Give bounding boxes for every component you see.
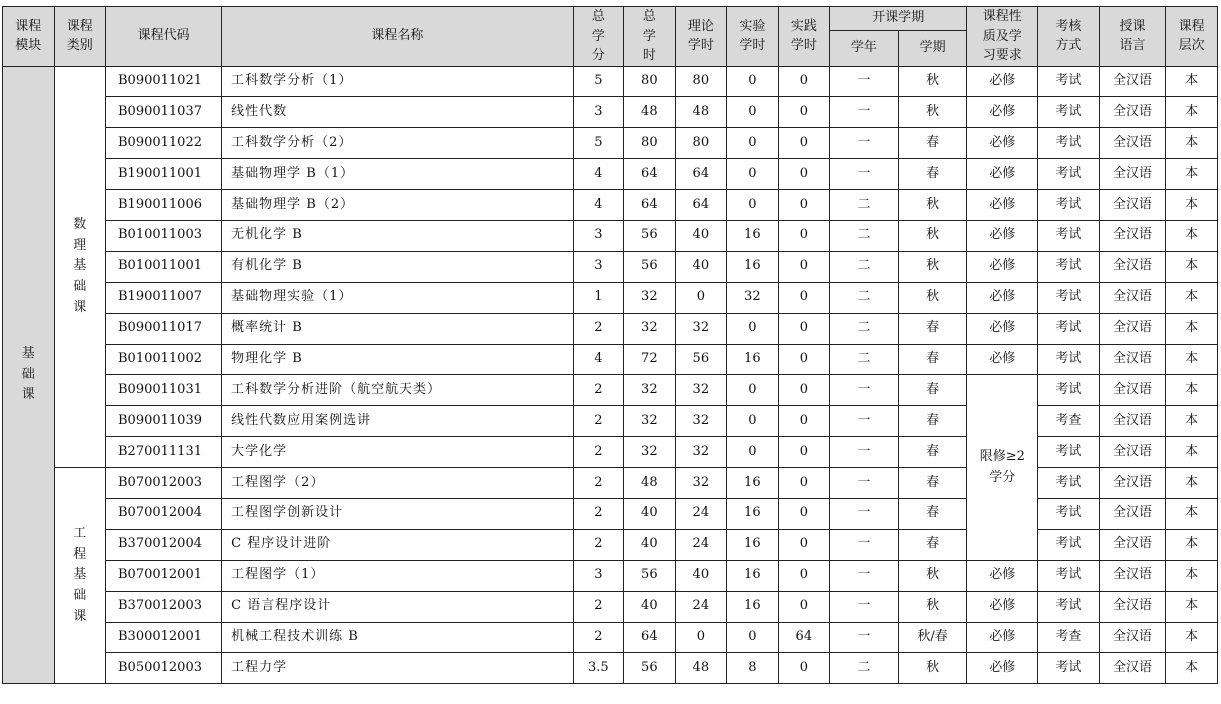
course-term: 秋 (898, 560, 967, 591)
course-credits: 3 (573, 560, 623, 591)
course-name: 基础物理实验（1） (222, 282, 573, 313)
table-row (3, 591, 1218, 622)
course-name: 线性代数应用案例选讲 (222, 406, 573, 437)
course-total: 64 (624, 190, 676, 221)
course-assessment: 考试 (1038, 251, 1100, 282)
course-practice: 0 (778, 591, 830, 622)
course-practice: 0 (778, 220, 830, 251)
table-row (3, 313, 1218, 344)
table-row (3, 220, 1218, 251)
course-name: C 程序设计进阶 (222, 529, 573, 560)
table-row (3, 560, 1218, 591)
course-term: 春 (898, 159, 967, 190)
course-term: 春 (898, 498, 967, 529)
course-code: B070012001 (106, 560, 222, 591)
course-practice: 0 (778, 529, 830, 560)
course-year: 一 (830, 591, 899, 622)
course-year: 二 (830, 220, 899, 251)
course-language: 全汉语 (1099, 251, 1166, 282)
course-lab: 8 (727, 653, 779, 684)
header-year: 学年 (830, 31, 899, 67)
course-code: B190011007 (106, 282, 222, 313)
module-cell (3, 66, 55, 684)
course-lab: 16 (727, 529, 779, 560)
course-nature: 必修 (967, 128, 1038, 159)
course-theory: 24 (675, 591, 727, 622)
course-assessment: 考试 (1038, 591, 1100, 622)
course-theory: 32 (675, 313, 727, 344)
course-theory: 24 (675, 498, 727, 529)
course-theory: 48 (675, 653, 727, 684)
course-name: 工科数学分析（1） (222, 66, 573, 97)
course-code: B090011037 (106, 97, 222, 128)
course-term: 春 (898, 406, 967, 437)
course-assessment: 考试 (1038, 190, 1100, 221)
course-lab: 0 (727, 375, 779, 406)
course-assessment: 考试 (1038, 498, 1100, 529)
course-total: 80 (624, 128, 676, 159)
course-theory: 56 (675, 344, 727, 375)
course-year: 二 (830, 313, 899, 344)
course-nature: 必修 (967, 313, 1038, 344)
course-assessment: 考试 (1038, 344, 1100, 375)
course-code: B050012003 (106, 653, 222, 684)
course-total: 40 (624, 529, 676, 560)
course-practice: 0 (778, 251, 830, 282)
course-year: 二 (830, 344, 899, 375)
course-credits: 5 (573, 128, 623, 159)
course-assessment: 考试 (1038, 66, 1100, 97)
course-language: 全汉语 (1099, 97, 1166, 128)
header-module: 课程模块 (3, 7, 55, 67)
course-code: B300012001 (106, 622, 222, 653)
course-level: 本 (1166, 251, 1218, 282)
table-row (3, 159, 1218, 190)
course-theory: 64 (675, 190, 727, 221)
course-name: 工程图学（2） (222, 468, 573, 499)
course-level: 本 (1166, 468, 1218, 499)
course-assessment: 考查 (1038, 406, 1100, 437)
course-practice: 0 (778, 97, 830, 128)
elective-note: 限修≥2学分 (979, 448, 1025, 485)
course-level: 本 (1166, 375, 1218, 406)
course-language: 全汉语 (1099, 591, 1166, 622)
course-language: 全汉语 (1099, 437, 1166, 468)
course-year: 一 (830, 468, 899, 499)
course-credits: 3 (573, 97, 623, 128)
course-language: 全汉语 (1099, 468, 1166, 499)
table-row (3, 128, 1218, 159)
course-term: 春 (898, 437, 967, 468)
course-year: 一 (830, 560, 899, 591)
course-assessment: 考试 (1038, 529, 1100, 560)
course-theory: 0 (675, 622, 727, 653)
course-level: 本 (1166, 313, 1218, 344)
course-theory: 24 (675, 529, 727, 560)
course-credits: 3 (573, 220, 623, 251)
course-code: B190011006 (106, 190, 222, 221)
course-assessment: 考试 (1038, 653, 1100, 684)
course-practice: 0 (778, 498, 830, 529)
course-practice: 0 (778, 468, 830, 499)
course-name: 工程力学 (222, 653, 573, 684)
course-assessment: 考查 (1038, 622, 1100, 653)
table-row (3, 653, 1218, 684)
course-lab: 16 (727, 344, 779, 375)
header-term: 学期 (898, 31, 967, 67)
course-lab: 0 (727, 437, 779, 468)
course-language: 全汉语 (1099, 560, 1166, 591)
course-total: 40 (624, 591, 676, 622)
course-term: 春 (898, 375, 967, 406)
course-nature: 必修 (967, 220, 1038, 251)
course-lab: 0 (727, 159, 779, 190)
course-level: 本 (1166, 128, 1218, 159)
course-credits: 4 (573, 159, 623, 190)
header-code: 课程代码 (106, 7, 222, 67)
course-term: 秋 (898, 653, 967, 684)
course-practice: 0 (778, 437, 830, 468)
course-code: B370012004 (106, 529, 222, 560)
elective-note-cell (967, 375, 1038, 560)
header-lab-hours: 实验学时 (727, 7, 779, 67)
course-language: 全汉语 (1099, 344, 1166, 375)
course-code: B070012004 (106, 498, 222, 529)
course-code: B270011131 (106, 437, 222, 468)
course-total: 32 (624, 406, 676, 437)
course-level: 本 (1166, 591, 1218, 622)
course-code: B090011031 (106, 375, 222, 406)
course-year: 一 (830, 437, 899, 468)
course-credits: 3 (573, 251, 623, 282)
course-total: 40 (624, 498, 676, 529)
header-name: 课程名称 (222, 7, 573, 67)
course-year: 一 (830, 97, 899, 128)
course-lab: 0 (727, 97, 779, 128)
course-practice: 0 (778, 282, 830, 313)
course-theory: 64 (675, 159, 727, 190)
table-row (3, 97, 1218, 128)
course-total: 56 (624, 560, 676, 591)
course-lab: 0 (727, 66, 779, 97)
course-lab: 16 (727, 468, 779, 499)
course-credits: 2 (573, 529, 623, 560)
course-assessment: 考试 (1038, 468, 1100, 499)
table-row (3, 251, 1218, 282)
course-name: 基础物理学 B（2） (222, 190, 573, 221)
course-practice: 0 (778, 159, 830, 190)
course-total: 32 (624, 437, 676, 468)
course-practice: 64 (778, 622, 830, 653)
course-term: 秋 (898, 220, 967, 251)
course-name: 工科数学分析进阶（航空航天类） (222, 375, 573, 406)
table-row (3, 622, 1218, 653)
course-theory: 32 (675, 468, 727, 499)
course-level: 本 (1166, 498, 1218, 529)
course-code: B090011039 (106, 406, 222, 437)
course-language: 全汉语 (1099, 128, 1166, 159)
course-term: 秋 (898, 282, 967, 313)
course-year: 一 (830, 529, 899, 560)
course-practice: 0 (778, 375, 830, 406)
course-language: 全汉语 (1099, 375, 1166, 406)
course-code: B010011001 (106, 251, 222, 282)
course-credits: 4 (573, 344, 623, 375)
header-assessment: 考核方式 (1038, 7, 1100, 67)
header-category: 课程类别 (54, 7, 106, 67)
course-language: 全汉语 (1099, 159, 1166, 190)
course-name: 工程图学（1） (222, 560, 573, 591)
course-theory: 32 (675, 437, 727, 468)
course-credits: 2 (573, 406, 623, 437)
course-name: 大学化学 (222, 437, 573, 468)
table-header (3, 7, 1218, 67)
course-assessment: 考试 (1038, 313, 1100, 344)
category-cell-math (54, 66, 106, 468)
course-nature: 必修 (967, 591, 1038, 622)
header-level: 课程层次 (1166, 7, 1218, 67)
course-credits: 4 (573, 190, 623, 221)
course-nature: 必修 (967, 282, 1038, 313)
course-theory: 32 (675, 406, 727, 437)
course-assessment: 考试 (1038, 560, 1100, 591)
course-assessment: 考试 (1038, 220, 1100, 251)
course-total: 56 (624, 653, 676, 684)
course-total: 64 (624, 159, 676, 190)
course-total: 48 (624, 97, 676, 128)
course-credits: 2 (573, 313, 623, 344)
course-credits: 2 (573, 622, 623, 653)
course-assessment: 考试 (1038, 128, 1100, 159)
course-nature: 必修 (967, 97, 1038, 128)
course-credits: 2 (573, 498, 623, 529)
course-practice: 0 (778, 190, 830, 221)
course-total: 32 (624, 375, 676, 406)
course-lab: 0 (727, 128, 779, 159)
course-term: 春 (898, 344, 967, 375)
course-practice: 0 (778, 313, 830, 344)
course-level: 本 (1166, 653, 1218, 684)
table-row (3, 190, 1218, 221)
course-name: 概率统计 B (222, 313, 573, 344)
course-code: B090011017 (106, 313, 222, 344)
course-credits: 2 (573, 437, 623, 468)
course-term: 秋 (898, 66, 967, 97)
course-term: 春 (898, 128, 967, 159)
course-assessment: 考试 (1038, 437, 1100, 468)
course-assessment: 考试 (1038, 282, 1100, 313)
course-level: 本 (1166, 344, 1218, 375)
course-lab: 16 (727, 560, 779, 591)
course-total: 32 (624, 282, 676, 313)
course-name: 基础物理学 B（1） (222, 159, 573, 190)
course-term: 秋 (898, 591, 967, 622)
course-language: 全汉语 (1099, 313, 1166, 344)
course-theory: 80 (675, 128, 727, 159)
course-term: 春 (898, 468, 967, 499)
course-lab: 32 (727, 282, 779, 313)
course-practice: 0 (778, 560, 830, 591)
course-practice: 0 (778, 128, 830, 159)
course-nature: 必修 (967, 560, 1038, 591)
course-theory: 40 (675, 220, 727, 251)
course-nature: 必修 (967, 159, 1038, 190)
course-language: 全汉语 (1099, 406, 1166, 437)
course-year: 一 (830, 622, 899, 653)
course-theory: 80 (675, 66, 727, 97)
course-credits: 3.5 (573, 653, 623, 684)
course-level: 本 (1166, 406, 1218, 437)
course-level: 本 (1166, 220, 1218, 251)
header-nature: 课程性质及学习要求 (967, 7, 1038, 67)
course-name: 有机化学 B (222, 251, 573, 282)
category-cell-eng (54, 468, 106, 684)
header-language: 授课语言 (1099, 7, 1166, 67)
course-assessment: 考试 (1038, 159, 1100, 190)
course-practice: 0 (778, 66, 830, 97)
header-total-hours: 总学时 (624, 7, 676, 67)
course-theory: 40 (675, 251, 727, 282)
course-year: 二 (830, 282, 899, 313)
course-total: 48 (624, 468, 676, 499)
course-practice: 0 (778, 653, 830, 684)
course-year: 一 (830, 406, 899, 437)
course-level: 本 (1166, 560, 1218, 591)
course-level: 本 (1166, 97, 1218, 128)
course-total: 56 (624, 220, 676, 251)
course-table (2, 6, 1218, 684)
course-language: 全汉语 (1099, 653, 1166, 684)
course-term: 秋 (898, 251, 967, 282)
course-lab: 0 (727, 406, 779, 437)
course-term: 秋/春 (898, 622, 967, 653)
course-level: 本 (1166, 66, 1218, 97)
course-nature: 必修 (967, 653, 1038, 684)
course-year: 一 (830, 66, 899, 97)
course-language: 全汉语 (1099, 622, 1166, 653)
course-total: 80 (624, 66, 676, 97)
course-practice: 0 (778, 344, 830, 375)
course-name: 机械工程技术训练 B (222, 622, 573, 653)
table-row (3, 344, 1218, 375)
course-year: 二 (830, 190, 899, 221)
course-lab: 16 (727, 591, 779, 622)
header-theory-hours: 理论学时 (675, 7, 727, 67)
course-level: 本 (1166, 622, 1218, 653)
course-language: 全汉语 (1099, 498, 1166, 529)
course-lab: 0 (727, 190, 779, 221)
course-assessment: 考试 (1038, 97, 1100, 128)
course-lab: 16 (727, 220, 779, 251)
table-body (3, 66, 1218, 684)
course-code: B090011021 (106, 66, 222, 97)
course-nature: 必修 (967, 251, 1038, 282)
course-total: 32 (624, 313, 676, 344)
course-code: B070012003 (106, 468, 222, 499)
course-code: B190011001 (106, 159, 222, 190)
course-level: 本 (1166, 437, 1218, 468)
course-code: B090011022 (106, 128, 222, 159)
header-semester-group: 开课学期 (830, 7, 967, 31)
course-language: 全汉语 (1099, 190, 1166, 221)
course-nature: 必修 (967, 190, 1038, 221)
module-label: 基础课 (21, 345, 35, 403)
course-year: 二 (830, 653, 899, 684)
course-total: 56 (624, 251, 676, 282)
course-level: 本 (1166, 529, 1218, 560)
course-name: 工科数学分析（2） (222, 128, 573, 159)
course-year: 一 (830, 159, 899, 190)
category-eng-label: 工程基础课 (73, 525, 87, 624)
course-credits: 2 (573, 375, 623, 406)
course-theory: 40 (675, 560, 727, 591)
course-nature: 必修 (967, 622, 1038, 653)
course-code: B010011002 (106, 344, 222, 375)
course-credits: 2 (573, 591, 623, 622)
course-level: 本 (1166, 159, 1218, 190)
course-lab: 16 (727, 498, 779, 529)
course-nature: 必修 (967, 66, 1038, 97)
course-name: 无机化学 B (222, 220, 573, 251)
course-lab: 16 (727, 251, 779, 282)
course-nature: 必修 (967, 344, 1038, 375)
category-math-label: 数理基础课 (73, 216, 87, 315)
course-total: 64 (624, 622, 676, 653)
course-term: 秋 (898, 97, 967, 128)
course-name: 物理化学 B (222, 344, 573, 375)
course-theory: 48 (675, 97, 727, 128)
course-credits: 2 (573, 468, 623, 499)
course-level: 本 (1166, 190, 1218, 221)
course-name: 工程图学创新设计 (222, 498, 573, 529)
course-term: 秋 (898, 190, 967, 221)
course-code: B370012003 (106, 591, 222, 622)
course-language: 全汉语 (1099, 282, 1166, 313)
course-term: 春 (898, 529, 967, 560)
course-practice: 0 (778, 406, 830, 437)
course-credits: 5 (573, 66, 623, 97)
course-name: 线性代数 (222, 97, 573, 128)
header-practice-hours: 实践学时 (778, 7, 830, 67)
course-credits: 1 (573, 282, 623, 313)
course-year: 二 (830, 251, 899, 282)
course-language: 全汉语 (1099, 220, 1166, 251)
course-term: 春 (898, 313, 967, 344)
course-theory: 0 (675, 282, 727, 313)
header-credits: 总学分 (573, 7, 623, 67)
course-total: 72 (624, 344, 676, 375)
table-row (3, 282, 1218, 313)
course-name: C 语言程序设计 (222, 591, 573, 622)
course-level: 本 (1166, 282, 1218, 313)
course-lab: 0 (727, 313, 779, 344)
course-code: B010011003 (106, 220, 222, 251)
table-row (3, 375, 1218, 406)
course-language: 全汉语 (1099, 66, 1166, 97)
course-year: 一 (830, 128, 899, 159)
course-year: 一 (830, 375, 899, 406)
course-theory: 32 (675, 375, 727, 406)
course-lab: 0 (727, 622, 779, 653)
course-language: 全汉语 (1099, 529, 1166, 560)
course-assessment: 考试 (1038, 375, 1100, 406)
table-row (3, 66, 1218, 97)
course-year: 一 (830, 498, 899, 529)
